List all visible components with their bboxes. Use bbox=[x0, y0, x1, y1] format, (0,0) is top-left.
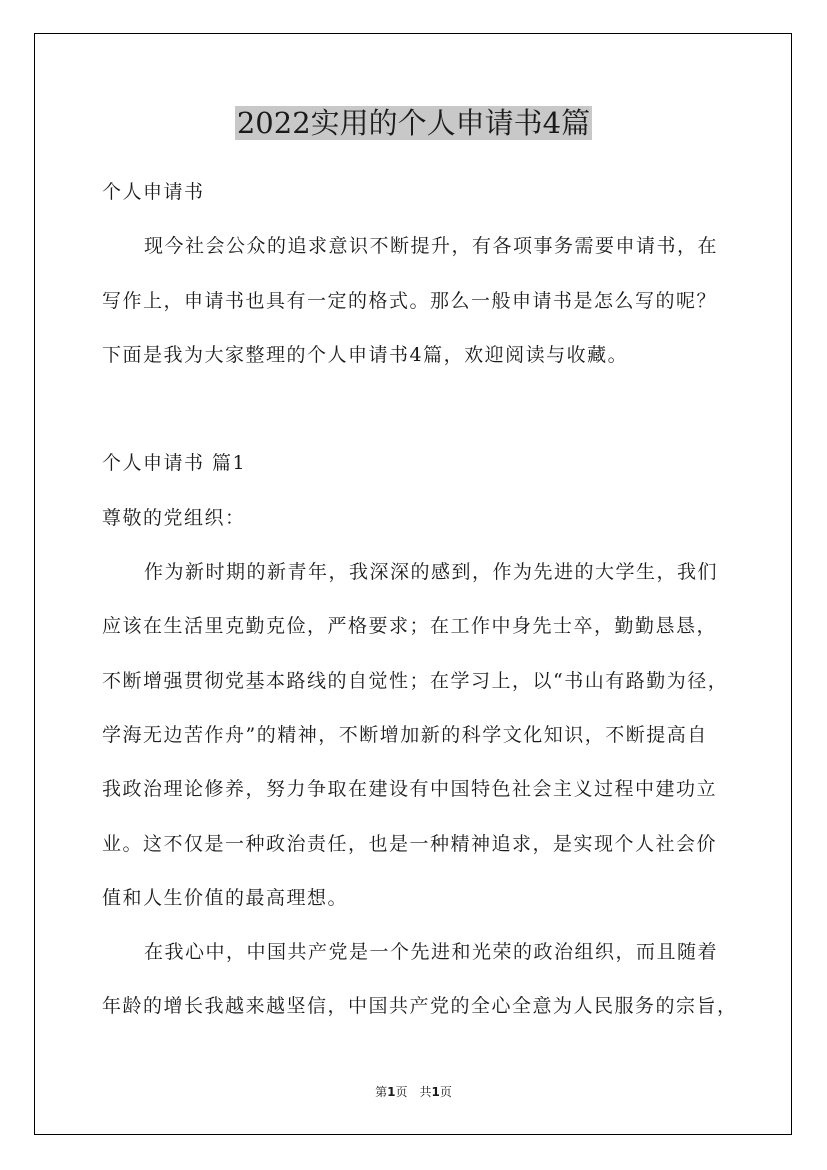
text-line: 写作上，申请书也具有一定的格式。那么一般申请书是怎么写的呢？ bbox=[102, 289, 718, 312]
text-line: 年龄的增长我越来越坚信，中国共产党的全心全意为人民服务的宗旨， bbox=[102, 995, 738, 1018]
document-title bbox=[0, 103, 827, 143]
footer-page-prefix: 第 bbox=[375, 1085, 388, 1099]
footer-page-mid: 页 共 bbox=[395, 1085, 432, 1099]
text-line: 应该在生活里克勤克俭，严格要求；在工作中身先士卒，勤勤恳恳， bbox=[102, 615, 718, 638]
text-line: 不断增强贯彻党基本路线的自觉性；在学习上，以“书山有路勤为径， bbox=[102, 669, 729, 692]
text-line: 尊敬的党组织： bbox=[102, 506, 246, 529]
text-line: 学海无边苦作舟”的精神，不断增加新的科学文化知识，不断提高自 bbox=[102, 723, 708, 746]
text-line: 业。这不仅是一种政治责任，也是一种精神追求，是实现个人社会价 bbox=[102, 832, 718, 855]
text-line: 作为新时期的新青年，我深深的感到，作为先进的大学生，我们 bbox=[144, 561, 719, 584]
text-line: 值和人生价值的最高理想。 bbox=[102, 886, 349, 909]
footer-page-total: 1 bbox=[431, 1085, 440, 1099]
text-line: 现今社会公众的追求意识不断提升，有各项事务需要申请书，在 bbox=[144, 235, 719, 258]
text-line: 我政治理论修养，努力争取在建设有中国特色社会主义过程中建功立 bbox=[102, 778, 718, 801]
text-line: 个人申请书 bbox=[102, 181, 205, 203]
blank-line bbox=[102, 382, 742, 436]
text-line: 在我心中，中国共产党是一个先进和光荣的政治组织，而且随着 bbox=[144, 941, 719, 964]
footer-page-current: 1 bbox=[387, 1085, 396, 1099]
document-title-text: 2022实用的个人申请书4篇 bbox=[236, 106, 591, 140]
footer-page-suffix: 页 bbox=[439, 1085, 452, 1099]
text-line: 下面是我为大家整理的个人申请书4篇，欢迎阅读与收藏。 bbox=[102, 343, 629, 366]
page-footer bbox=[0, 1083, 827, 1101]
document-body bbox=[102, 165, 742, 1034]
text-line: 个人申请书 篇1 bbox=[102, 452, 247, 475]
